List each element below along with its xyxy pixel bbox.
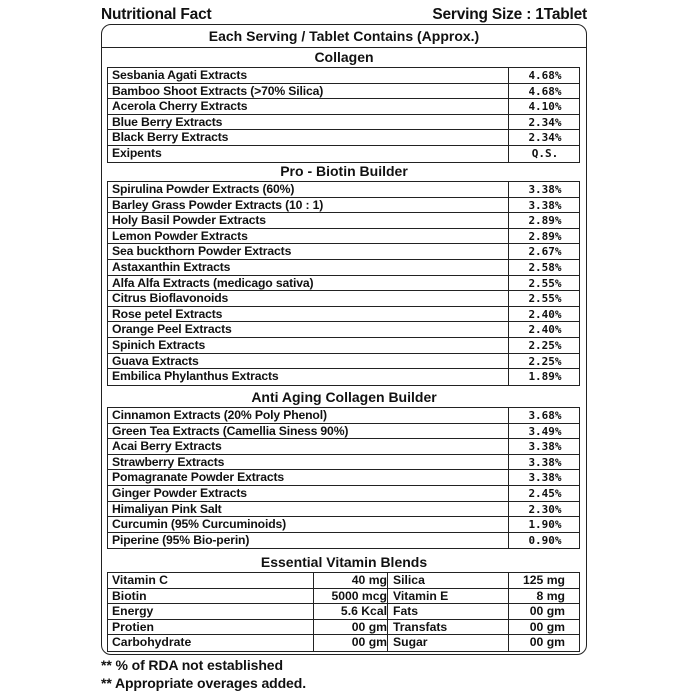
nutrient-value: 8 mg bbox=[536, 588, 565, 603]
table-row bbox=[108, 589, 579, 605]
section-title: Anti Aging Collagen Builder bbox=[251, 389, 437, 405]
ingredient-value: 1.90% bbox=[528, 518, 562, 532]
ingredient-name: Ginger Powder Extracts bbox=[112, 485, 247, 500]
ingredient-name: Citrus Bioflavonoids bbox=[112, 291, 229, 306]
ingredient-name: Strawberry Extracts bbox=[112, 454, 225, 469]
label-header bbox=[101, 6, 587, 26]
table-row bbox=[108, 455, 579, 471]
ingredient-name: Bamboo Shoot Extracts (>70% Silica) bbox=[112, 83, 324, 98]
table-row bbox=[108, 408, 579, 424]
ingredient-name: Spirulina Powder Extracts (60%) bbox=[112, 182, 295, 196]
ingredient-name: Orange Peel Extracts bbox=[112, 322, 232, 337]
table-row bbox=[108, 502, 579, 518]
column-divider bbox=[387, 604, 388, 619]
nutrient-value: 5.6 Kcal bbox=[340, 604, 387, 619]
ingredient-value: 2.89% bbox=[528, 214, 562, 228]
table-row bbox=[108, 291, 579, 307]
ingredient-name: Sea buckthorn Powder Extracts bbox=[112, 244, 292, 259]
nutrient-value: 00 gm bbox=[351, 619, 387, 634]
ingredient-name: Cinnamon Extracts (20% Poly Phenol) bbox=[112, 408, 327, 422]
ingredient-name: Curcumin (95% Curcuminoids) bbox=[112, 517, 287, 532]
ingredient-value: 3.38% bbox=[528, 183, 562, 196]
ingredient-value: 2.34% bbox=[528, 115, 562, 129]
column-divider bbox=[508, 620, 509, 635]
ingredient-value: 3.38% bbox=[528, 455, 562, 469]
serving-size: Serving Size : 1Tablet bbox=[432, 6, 587, 23]
nutrient-name: Fats bbox=[393, 604, 419, 619]
table-row bbox=[108, 486, 579, 502]
nutrient-name: Biotin bbox=[112, 588, 147, 603]
table-row bbox=[108, 68, 579, 84]
column-divider bbox=[387, 635, 388, 651]
table-row bbox=[108, 99, 579, 115]
ingredient-value: 2.34% bbox=[528, 131, 562, 145]
column-divider bbox=[313, 620, 314, 635]
nutrient-value: 00 gm bbox=[529, 604, 565, 619]
table-row bbox=[108, 307, 579, 323]
table-row bbox=[108, 424, 579, 440]
ingredient-name: Embilica Phylanthus Extracts bbox=[112, 369, 279, 384]
nutrient-value: 00 gm bbox=[529, 635, 565, 650]
table-row bbox=[108, 338, 579, 354]
table-row bbox=[108, 146, 579, 162]
nutrient-name: Carbohydrate bbox=[112, 635, 192, 650]
ingredient-name: Sesbania Agati Extracts bbox=[112, 68, 247, 82]
column-divider bbox=[387, 589, 388, 604]
nutrient-name: Transfats bbox=[393, 619, 448, 634]
nutrient-name: Vitamin C bbox=[112, 573, 168, 587]
table-row bbox=[108, 439, 579, 455]
nutrient-value: 125 mg bbox=[522, 573, 565, 587]
ingredient-name: Acai Berry Extracts bbox=[112, 439, 222, 454]
ingredient-name: Spinich Extracts bbox=[112, 337, 206, 352]
ingredient-value: 2.40% bbox=[528, 307, 562, 321]
table-row bbox=[108, 276, 579, 292]
table-row bbox=[108, 182, 579, 198]
ingredient-value: 0.90% bbox=[528, 533, 562, 547]
column-divider bbox=[313, 604, 314, 619]
ingredient-value: 2.25% bbox=[528, 354, 562, 368]
nutrient-name: Vitamin E bbox=[393, 588, 449, 603]
table-row bbox=[108, 229, 579, 245]
ingredient-table bbox=[107, 407, 580, 549]
vitamin-table bbox=[107, 572, 580, 652]
table-row bbox=[108, 260, 579, 276]
table-row bbox=[108, 533, 579, 549]
ingredient-value: 3.38% bbox=[528, 198, 562, 212]
ingredient-name: Rose petel Extracts bbox=[112, 306, 223, 321]
nutrient-name: Protien bbox=[112, 619, 154, 634]
ingredient-value: 4.68% bbox=[528, 84, 562, 98]
nutrient-value: 00 gm bbox=[529, 619, 565, 634]
ingredient-name: Piperine (95% Bio-perin) bbox=[112, 532, 250, 547]
table-row bbox=[108, 635, 579, 651]
ingredient-value: 2.55% bbox=[528, 292, 562, 306]
ingredient-value: 2.45% bbox=[528, 486, 562, 500]
vitamin-section-title: Essential Vitamin Blends bbox=[260, 554, 428, 570]
column-divider bbox=[387, 620, 388, 635]
table-row bbox=[108, 354, 579, 370]
column-divider bbox=[508, 635, 509, 651]
ingredient-value: 2.58% bbox=[528, 260, 562, 274]
table-row bbox=[108, 115, 579, 131]
panel-title: Each Serving / Tablet Contains (Approx.) bbox=[208, 28, 480, 44]
ingredient-name: Barley Grass Powder Extracts (10 : 1) bbox=[112, 197, 324, 212]
column-divider bbox=[313, 635, 314, 651]
ingredient-name: Holy Basil Powder Extracts bbox=[112, 213, 266, 228]
column-divider bbox=[508, 604, 509, 619]
ingredient-value: Q.S. bbox=[531, 146, 559, 160]
nutrient-name: Silica bbox=[393, 573, 425, 587]
nutritional-fact-title: Nutritional Fact bbox=[101, 6, 212, 23]
table-row bbox=[108, 213, 579, 229]
ingredient-name: Acerola Cherry Extracts bbox=[112, 99, 248, 114]
column-divider bbox=[508, 589, 509, 604]
table-row bbox=[108, 517, 579, 533]
nutrient-name: Sugar bbox=[393, 635, 428, 650]
ingredient-table bbox=[107, 181, 580, 386]
ingredient-value: 3.38% bbox=[528, 471, 562, 485]
nutrition-panel bbox=[101, 24, 587, 655]
nutrient-value: 40 mg bbox=[351, 573, 387, 587]
ingredient-value: 4.10% bbox=[528, 100, 562, 114]
table-row bbox=[108, 198, 579, 214]
section-title: Pro - Biotin Builder bbox=[280, 163, 408, 179]
ingredient-value: 3.38% bbox=[528, 440, 562, 454]
ingredient-value: 2.55% bbox=[528, 276, 562, 290]
table-row bbox=[108, 604, 579, 620]
ingredient-name: Astaxanthin Extracts bbox=[112, 259, 231, 274]
footnote-rda: ** % of RDA not established bbox=[101, 657, 283, 673]
column-divider bbox=[387, 573, 388, 588]
ingredient-table bbox=[107, 67, 580, 163]
ingredient-name: Exipents bbox=[112, 145, 162, 160]
column-divider bbox=[508, 573, 509, 588]
ingredient-name: Pomagranate Powder Extracts bbox=[112, 470, 285, 485]
table-row bbox=[108, 244, 579, 260]
ingredient-value: 2.67% bbox=[528, 245, 562, 259]
table-row bbox=[108, 322, 579, 338]
ingredient-name: Green Tea Extracts (Camellia Siness 90%) bbox=[112, 423, 349, 438]
nutrient-value: 00 gm bbox=[351, 635, 387, 650]
table-row bbox=[108, 620, 579, 636]
ingredient-value: 3.68% bbox=[528, 409, 562, 422]
ingredient-value: 1.89% bbox=[528, 370, 562, 384]
table-row bbox=[108, 573, 579, 589]
table-row bbox=[108, 130, 579, 146]
column-divider bbox=[313, 589, 314, 604]
ingredient-value: 2.25% bbox=[528, 338, 562, 352]
ingredient-value: 3.49% bbox=[528, 424, 562, 438]
ingredient-name: Himaliyan Pink Salt bbox=[112, 501, 222, 516]
ingredient-name: Guava Extracts bbox=[112, 353, 199, 368]
section-title: Collagen bbox=[314, 49, 374, 65]
ingredient-name: Black Berry Extracts bbox=[112, 130, 229, 145]
ingredient-value: 2.30% bbox=[528, 502, 562, 516]
ingredient-name: Blue Berry Extracts bbox=[112, 114, 223, 129]
ingredient-name: Alfa Alfa Extracts (medicago sativa) bbox=[112, 275, 314, 290]
table-row bbox=[108, 470, 579, 486]
footnote-overages: ** Appropriate overages added. bbox=[101, 675, 306, 691]
ingredient-name: Lemon Powder Extracts bbox=[112, 228, 248, 243]
table-row bbox=[108, 84, 579, 100]
ingredient-value: 2.89% bbox=[528, 229, 562, 243]
column-divider bbox=[313, 573, 314, 588]
ingredient-value: 2.40% bbox=[528, 323, 562, 337]
nutrient-value: 5000 mcg bbox=[331, 588, 387, 603]
nutrient-name: Energy bbox=[112, 604, 154, 619]
ingredient-value: 4.68% bbox=[528, 69, 562, 82]
table-row bbox=[108, 369, 579, 385]
